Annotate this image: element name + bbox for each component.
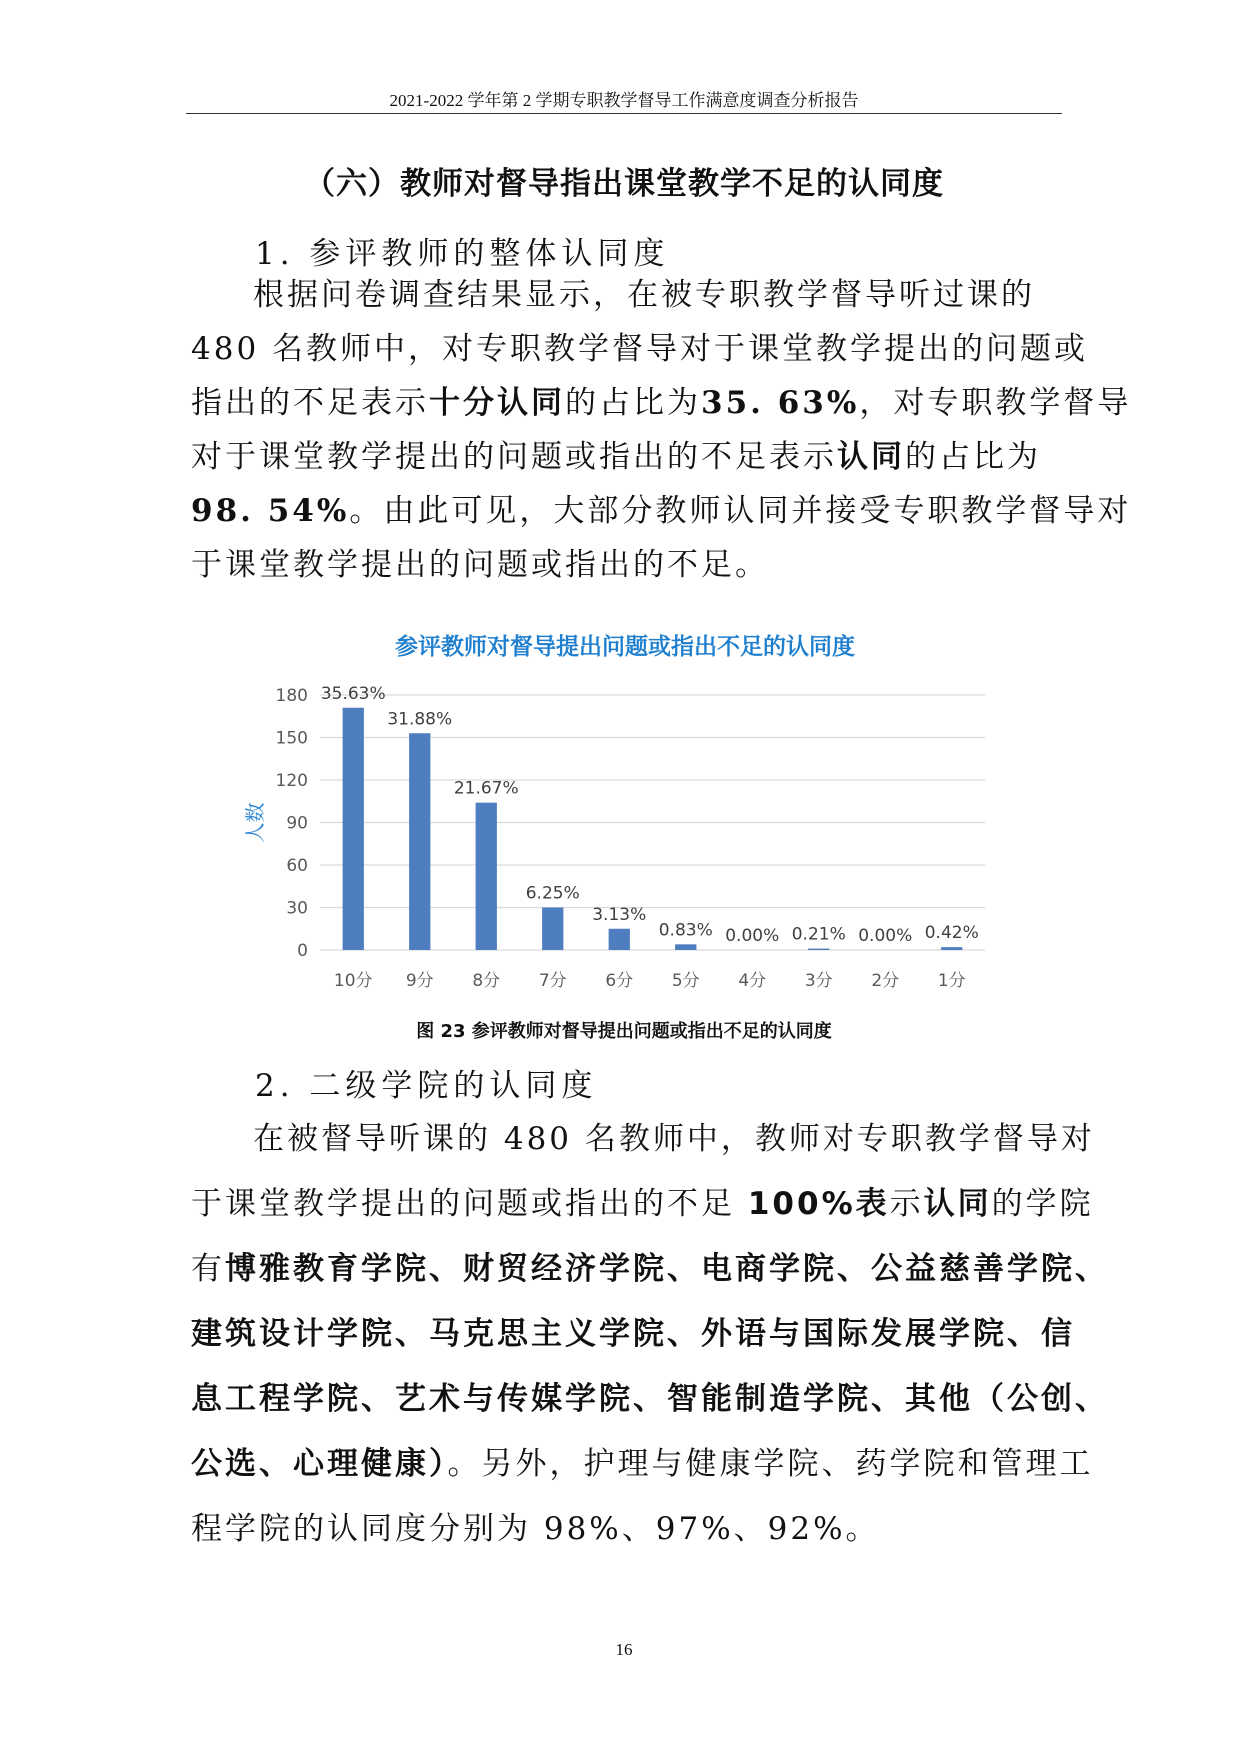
section-title: （六）教师对督导指出课堂教学不足的认同度 [304, 166, 944, 202]
text-span: ，对专职教学督导 [859, 385, 1132, 421]
text-span: 对于课堂教学提出的问题或指出的不足表示 [191, 439, 837, 475]
page-header: 2021-2022 学年第 2 学期专职教学督导工作满意度调查分析报告 [389, 91, 859, 110]
subsection-title-2: 2. 二级学院的认同度 [255, 1068, 598, 1104]
data-label: 0.00% [725, 926, 780, 946]
text-span: 的占比为 [905, 439, 1041, 475]
para1-line: 480 名教师中，对专职教学督导对于课堂教学提出的问题或 [191, 331, 1089, 367]
figure-caption: 图 23 参评教师对督导提出问题或指出不足的认同度 [416, 1021, 832, 1042]
header-rule [186, 113, 1062, 114]
x-tick-label: 5分 [671, 971, 700, 991]
text-span: 的占比为 [565, 385, 701, 421]
data-label: 0.83% [658, 920, 713, 941]
para2-line: 息工程学院、艺术与传媒学院、智能制造学院、其他（公创、 [191, 1381, 1109, 1417]
data-label: 3.13% [592, 904, 647, 925]
x-tick-label: 7分 [538, 971, 567, 991]
y-tick-label: 60 [286, 856, 308, 876]
y-tick-label: 90 [286, 813, 308, 834]
para2-line [191, 1432, 1094, 1497]
bar [476, 803, 497, 950]
chart-title: 参评教师对督导提出问题或指出不足的认同度 [395, 634, 855, 660]
bar [675, 944, 696, 950]
bold-text: 公选、心理健康） [191, 1446, 448, 1482]
para2-line [191, 1237, 1109, 1302]
bold-text: 十分认同 [429, 385, 565, 421]
text-span: 指出的不足表示 [191, 385, 429, 421]
bar [409, 733, 430, 950]
data-label: 21.67% [453, 778, 519, 799]
paragraph-2 [191, 1107, 1109, 1562]
x-tick-label: 6分 [605, 971, 634, 991]
text-span: 。另外，护理与健康学院、药学院和管理工 [447, 1446, 1094, 1482]
bar [343, 708, 364, 950]
para2-line: 建筑设计学院、马克思主义学院、外语与国际发展学院、信 [191, 1316, 1075, 1352]
bar [609, 929, 630, 950]
para2-line [191, 1172, 1094, 1237]
y-tick-label: 150 [275, 728, 308, 749]
x-tick-label: 1分 [937, 971, 966, 991]
data-label: 31.88% [387, 709, 453, 730]
text-span: 示 [889, 1186, 924, 1222]
text-span: 有 [191, 1251, 225, 1287]
para1-line: 于课堂教学提出的问题或指出的不足。 [191, 547, 769, 583]
bold-text: 博雅教育学院、财贸经济学院、电商学院、公益慈善学院、 [225, 1251, 1109, 1287]
bar [808, 949, 829, 950]
chart-svg [240, 628, 1010, 1006]
x-tick-label: 9分 [405, 971, 434, 991]
subsection-title-1: 1. 参评教师的整体认同度 [255, 236, 670, 272]
para2-line: 程学院的认同度分别为 98%、97%、92%。 [191, 1511, 880, 1547]
data-label: 6.25% [525, 883, 580, 904]
para1-line [191, 430, 1061, 484]
bar [941, 947, 962, 950]
x-tick-label: 8分 [472, 971, 501, 991]
x-tick-label: 3分 [804, 971, 833, 991]
para1-line [191, 376, 1132, 430]
data-label: 35.63% [320, 683, 386, 704]
page-number: 16 [615, 1640, 633, 1659]
bar [542, 908, 563, 951]
data-label: 0.21% [791, 924, 846, 945]
data-label: 0.00% [858, 926, 913, 946]
para1-line [191, 484, 1132, 538]
y-tick-label: 0 [297, 941, 308, 961]
bold-text: 认同 [923, 1186, 992, 1222]
y-tick-label: 30 [286, 898, 308, 919]
text-span: 于课堂教学提出的问题或指出的不足 [191, 1186, 748, 1222]
bold-number: 98. 54% [191, 493, 350, 529]
y-tick-label: 180 [275, 686, 308, 706]
data-label: 0.42% [924, 923, 979, 944]
bold-text: 认同 [837, 439, 905, 475]
y-axis-label: 人数 [243, 802, 267, 843]
bar-chart [240, 628, 1010, 1006]
bold-number: 35. 63% [701, 385, 860, 421]
y-tick-label: 120 [275, 771, 308, 791]
x-tick-label: 4分 [738, 971, 767, 991]
para1-line: 根据问卷调查结果显示，在被专职教学督导听过课的 [253, 277, 1035, 313]
para2-line: 在被督导听课的 480 名教师中，教师对专职教学督导对 [253, 1121, 1095, 1157]
paragraph-1 [191, 268, 1132, 592]
x-tick-label: 10分 [333, 971, 373, 991]
x-tick-label: 2分 [871, 971, 900, 991]
text-span: 。由此可见，大部分教师认同并接受专职教学督导对 [349, 493, 1132, 529]
bold-text: 100%表 [747, 1186, 890, 1222]
text-span: 的学院 [991, 1186, 1094, 1222]
